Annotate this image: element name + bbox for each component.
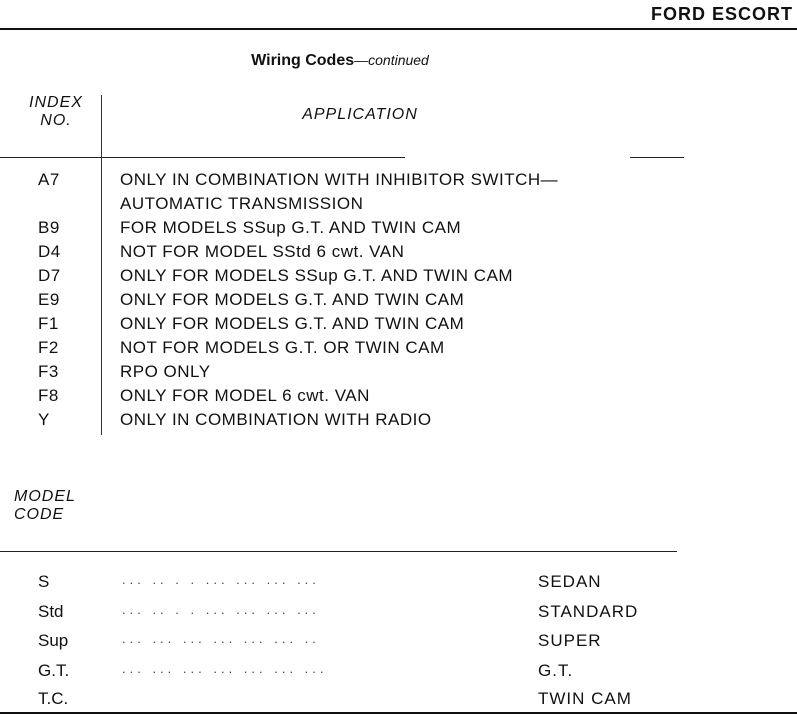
- index-code: F2: [38, 338, 59, 357]
- application-text: ONLY FOR MODELS SSup G.T. AND TWIN CAM: [120, 266, 514, 285]
- model-header-line1: MODEL: [14, 488, 76, 505]
- index-code: D4: [38, 242, 61, 261]
- application-text: NOT FOR MODELS G.T. OR TWIN CAM: [120, 338, 445, 357]
- table-row: [0, 362, 797, 386]
- table-row: [0, 266, 797, 290]
- model-code: Std: [38, 602, 64, 621]
- header-rule: [0, 28, 797, 30]
- application-text-continued: AUTOMATIC TRANSMISSION: [120, 194, 364, 213]
- model-row: [0, 631, 797, 659]
- index-header-line2: NO.: [40, 112, 72, 129]
- model-code-column-header: [14, 488, 84, 524]
- index-code: A7: [38, 170, 60, 189]
- index-code: B9: [38, 218, 60, 237]
- model-meaning: SEDAN: [538, 572, 602, 591]
- table-row: [0, 218, 797, 242]
- model-code: G.T.: [38, 661, 70, 680]
- model-meaning: STANDARD: [538, 602, 639, 621]
- application-text: ONLY IN COMBINATION WITH RADIO: [120, 410, 432, 429]
- model-meaning: TWIN CAM: [538, 689, 632, 708]
- application-text: ONLY FOR MODELS G.T. AND TWIN CAM: [120, 314, 465, 333]
- model-row: [0, 602, 797, 630]
- section-title-continued: —continued: [354, 52, 429, 68]
- application-text: FOR MODELS SSup G.T. AND TWIN CAM: [120, 218, 462, 237]
- table-row-continuation: [0, 194, 797, 218]
- application-text: ONLY FOR MODELS G.T. AND TWIN CAM: [120, 290, 465, 309]
- dot-leader: ... ... ... ... ... ... ...: [122, 661, 328, 676]
- model-code: Sup: [38, 631, 69, 650]
- model-header-line2: CODE: [14, 506, 65, 523]
- page-header-title: FORD ESCORT: [650, 4, 793, 24]
- dot-leader: ... .. . . ... ... ... ...: [122, 572, 320, 587]
- model-row: [0, 661, 797, 689]
- model-code: S: [38, 572, 50, 591]
- model-table-header-rule: [0, 551, 677, 552]
- index-header-line1: INDEX: [29, 94, 83, 111]
- dot-leader: ... .. . . ... ... ... ...: [122, 602, 320, 617]
- index-code: D7: [38, 266, 61, 285]
- table-row: [0, 290, 797, 314]
- section-title-main: Wiring Codes: [251, 52, 355, 69]
- index-code: F8: [38, 386, 59, 405]
- table-header-rule-left: [0, 157, 405, 158]
- index-column-header: [18, 94, 94, 130]
- bottom-rule: [0, 712, 797, 714]
- index-code: Y: [38, 410, 50, 429]
- table-row: [0, 338, 797, 362]
- index-code: F3: [38, 362, 59, 381]
- dot-leader: ... ... ... ... ... ... ..: [122, 631, 320, 646]
- application-column-header: APPLICATION: [302, 106, 418, 123]
- table-row: [0, 242, 797, 266]
- section-title: [0, 52, 680, 70]
- model-row: [0, 572, 797, 600]
- table-row: [0, 386, 797, 410]
- model-meaning: G.T.: [538, 661, 574, 680]
- table-row: [0, 170, 797, 194]
- table-row: [0, 410, 797, 434]
- table-row: [0, 314, 797, 338]
- application-text: NOT FOR MODEL SStd 6 cwt. VAN: [120, 242, 405, 261]
- index-code: E9: [38, 290, 60, 309]
- index-code: F1: [38, 314, 59, 333]
- application-text: ONLY IN COMBINATION WITH INHIBITOR SWITCH—: [120, 170, 559, 189]
- application-text: RPO ONLY: [120, 362, 211, 381]
- table-header-rule-right: [630, 157, 684, 158]
- model-meaning: SUPER: [538, 631, 602, 650]
- application-text: ONLY FOR MODEL 6 cwt. VAN: [120, 386, 370, 405]
- model-code: T.C.: [38, 689, 69, 708]
